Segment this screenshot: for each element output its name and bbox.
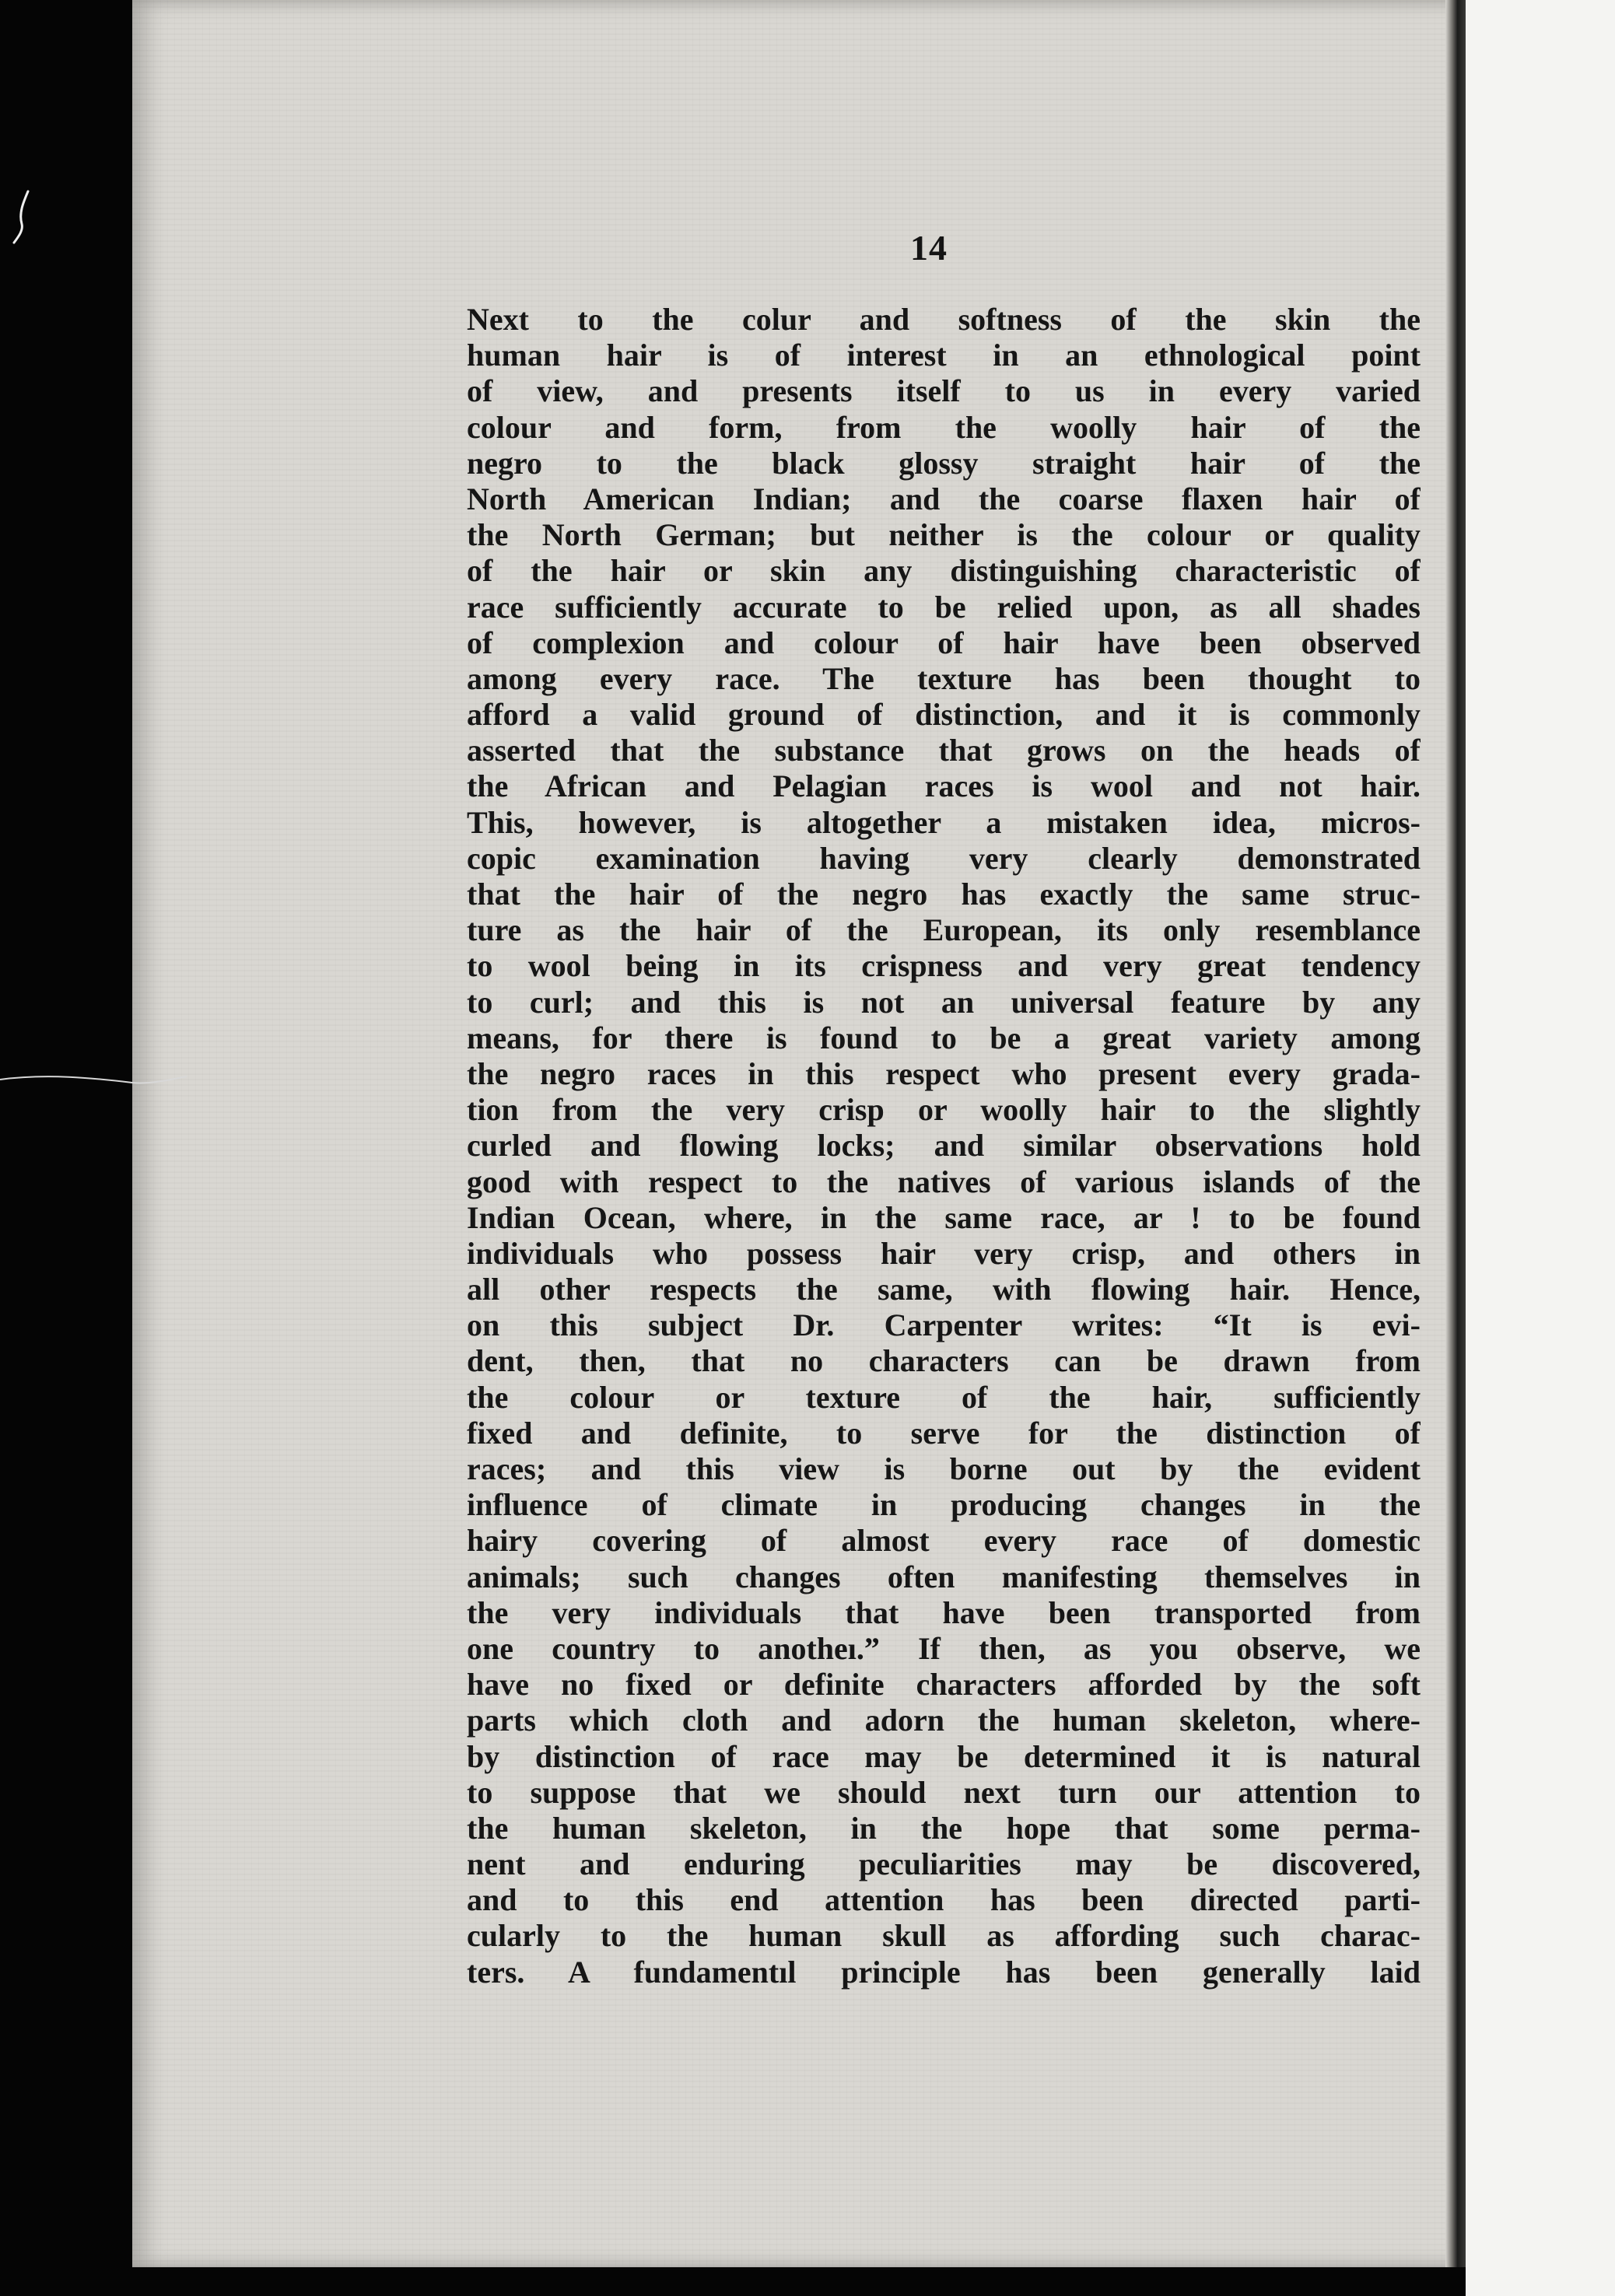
text-line: This, however, is altogether a mistaken idea, micros- [467,804,1421,840]
text-line: that the hair of the negro has exactly the same struc- [467,877,1421,912]
text-line: dent, then, that no characters can be drawn from [467,1343,1421,1379]
text-line: afford a valid ground of distinction, and it is commonly [467,697,1421,733]
text-line: one country to anotheı.” If then, as you observe, we [467,1630,1421,1666]
scan-scratch-mark [0,1066,187,1097]
page-number: 14 [910,228,948,268]
text-line: ters. A fundamentıl principle has been generally laid [467,1954,1421,1990]
text-line: races; and this view is borne out by the evident [467,1451,1421,1486]
text-line: and to this end attention has been directed parti- [467,1882,1421,1918]
text-line: of view, and presents itself to us in every varied [467,373,1421,409]
right-margin-strip [1466,0,1615,2296]
text-line: on this subject Dr. Carpenter writes: “It is evi- [467,1307,1421,1343]
book-page [132,0,1478,2267]
text-line: to suppose that we should next turn our attention to [467,1774,1421,1810]
text-line: the African and Pelagian races is wool and not hair. [467,768,1421,804]
text-line: Indian Ocean, where, in the same race, ar ! to be found [467,1199,1421,1235]
text-line: by distinction of race may be determined it is natural [467,1738,1421,1774]
text-line: negro to the black glossy straight hair of the [467,445,1421,481]
text-line: parts which cloth and adorn the human skeleton, where- [467,1703,1421,1738]
text-line: the very individuals that have been transported from [467,1594,1421,1630]
pencil-mark-icon [8,187,39,249]
text-line: ture as the hair of the European, its only resemblance [467,912,1421,948]
text-line: animals; such changes often manifesting themselves in [467,1559,1421,1594]
text-line: hairy covering of almost every race of domestic [467,1523,1421,1559]
text-line: copic examination having very clearly demonstrated [467,840,1421,876]
text-line: fixed and definite, to serve for the distinction of [467,1415,1421,1451]
text-line: nent and enduring peculiarities may be discovered, [467,1846,1421,1882]
text-line: to curl; and this is not an universal feature by any [467,984,1421,1020]
book-binding-edge [1445,0,1466,2267]
text-line: have no fixed or definite characters afforded by the soft [467,1667,1421,1703]
text-line: of the hair or skin any distinguishing characteristic of [467,553,1421,589]
text-line: Next to the colur and softness of the skin the [467,302,1421,337]
text-line: the North German; but neither is the colour or quality [467,517,1421,553]
text-line: of complexion and colour of hair have been observed [467,625,1421,660]
text-line: means, for there is found to be a great variety among [467,1020,1421,1055]
text-line: all other respects the same, with flowing hair. Hence, [467,1272,1421,1307]
text-line: cularly to the human skull as affording such charac- [467,1918,1421,1954]
text-line: good with respect to the natives of various islands of the [467,1164,1421,1199]
text-line: colour and form, from the woolly hair of the [467,409,1421,445]
text-line: human hair is of interest in an ethnological point [467,338,1421,373]
text-line: asserted that the substance that grows on the heads of [467,733,1421,768]
text-line: to wool being in its crispness and very great tendency [467,948,1421,984]
text-line: among every race. The texture has been thought to [467,660,1421,696]
text-line: tion from the very crisp or woolly hair to the slightly [467,1092,1421,1128]
text-line: individuals who possess hair very crisp, and others in [467,1235,1421,1271]
text-line: influence of climate in producing changes in the [467,1487,1421,1523]
text-line: North American Indian; and the coarse flaxen hair of [467,481,1421,516]
text-line: the negro races in this respect who present every grada- [467,1055,1421,1091]
text-line: the human skeleton, in the hope that some perma- [467,1810,1421,1846]
text-line: the colour or texture of the hair, sufficiently [467,1379,1421,1415]
text-line: curled and flowing locks; and similar observations hold [467,1128,1421,1164]
body-text [467,302,1421,1990]
text-line: race sufficiently accurate to be relied upon, as all shades [467,589,1421,625]
